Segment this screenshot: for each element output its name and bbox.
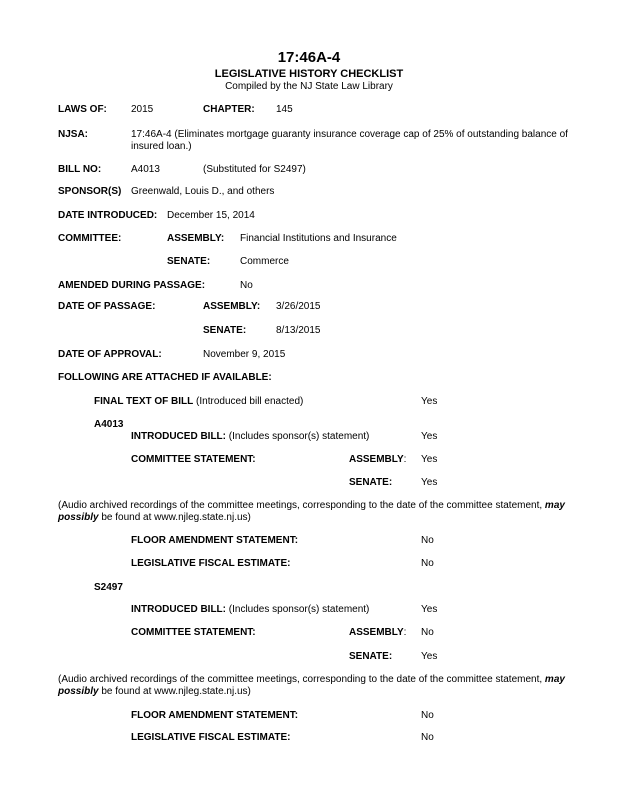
approval-label: DATE OF APPROVAL: — [58, 349, 162, 360]
amended-value: No — [240, 280, 253, 291]
njsa-value: 17:46A-4 (Eliminates mortgage guaranty insurance coverage cap of 25% of outstanding balance of insured loan.) — [131, 129, 568, 152]
committee-assembly-label: ASSEMBLY: — [167, 233, 225, 244]
s2497-senate-label: SENATE: — [349, 651, 393, 662]
date-introduced-label: DATE INTRODUCED: — [58, 210, 158, 221]
s2497-assembly-value: No — [421, 627, 434, 638]
attached-heading: FOLLOWING ARE ATTACHED IF AVAILABLE: — [58, 372, 272, 383]
passage-senate-label: SENATE: — [203, 325, 247, 336]
page-subtitle: LEGISLATIVE HISTORY CHECKLIST — [214, 68, 404, 80]
a4013-committee-statement-label: COMMITTEE STATEMENT: — [131, 454, 256, 465]
committee-senate-label: SENATE: — [167, 256, 211, 267]
a4013-assembly-label: ASSEMBLY: — [349, 454, 407, 465]
sponsor-label: SPONSOR(S) — [58, 186, 122, 197]
a4013-fiscal-value: No — [421, 558, 434, 569]
bill-no-value: A4013 — [131, 164, 160, 175]
committee-senate-value: Commerce — [240, 256, 289, 267]
sponsor-value: Greenwald, Louis D., and others — [131, 186, 275, 197]
final-text-value: Yes — [421, 396, 438, 407]
compiled-by: Compiled by the NJ State Law Library — [225, 81, 393, 92]
s2497-assembly-label: ASSEMBLY: — [349, 627, 407, 638]
date-introduced-value: December 15, 2014 — [167, 210, 255, 221]
s2497-committee-statement-label: COMMITTEE STATEMENT: — [131, 627, 256, 638]
a4013-introduced-desc: (Includes sponsor(s) statement) — [226, 431, 370, 442]
a4013-senate-value: Yes — [421, 477, 438, 488]
s2497-fiscal-label: LEGISLATIVE FISCAL ESTIMATE: — [131, 732, 291, 743]
laws-of-value: 2015 — [131, 104, 154, 115]
s2497-floor-value: No — [421, 710, 434, 721]
bill-substituted: (Substituted for S2497) — [203, 164, 306, 175]
s2497-senate-value: Yes — [421, 651, 438, 662]
njsa-label: NJSA: — [58, 129, 89, 140]
a4013-assembly-value: Yes — [421, 454, 438, 465]
committee-label: COMMITTEE: — [58, 233, 122, 244]
a4013-introduced-label: INTRODUCED BILL: — [131, 431, 226, 442]
committee-assembly-value: Financial Institutions and Insurance — [240, 233, 397, 244]
bill-s2497-heading: S2497 — [94, 582, 123, 593]
bill-no-label: BILL NO: — [58, 164, 102, 175]
s2497-audio-note: (Audio archived recordings of the committee meetings, corresponding to the date of the committee statement, may possibly be found at www.njleg.state.nj.us) — [58, 674, 565, 697]
approval-value: November 9, 2015 — [203, 349, 286, 360]
passage-assembly-value: 3/26/2015 — [276, 301, 321, 312]
laws-of-label: LAWS OF: — [58, 104, 107, 115]
a4013-senate-label: SENATE: — [349, 477, 393, 488]
s2497-fiscal-value: No — [421, 732, 434, 743]
chapter-value: 145 — [276, 104, 293, 115]
s2497-introduced-row — [131, 604, 369, 616]
final-text-desc: (Introduced bill enacted) — [193, 396, 304, 407]
passage-label: DATE OF PASSAGE: — [58, 301, 156, 312]
s2497-floor-label: FLOOR AMENDMENT STATEMENT: — [131, 710, 299, 721]
chapter-label: CHAPTER: — [203, 104, 255, 115]
final-text-row — [94, 396, 303, 408]
a4013-floor-label: FLOOR AMENDMENT STATEMENT: — [131, 535, 299, 546]
s2497-introduced-value: Yes — [421, 604, 438, 615]
a4013-introduced-value: Yes — [421, 431, 438, 442]
a4013-floor-value: No — [421, 535, 434, 546]
page-title: 17:46A-4 — [277, 49, 341, 66]
passage-senate-value: 8/13/2015 — [276, 325, 321, 336]
passage-assembly-label: ASSEMBLY: — [203, 301, 261, 312]
a4013-fiscal-label: LEGISLATIVE FISCAL ESTIMATE: — [131, 558, 291, 569]
a4013-introduced-row — [131, 431, 369, 443]
final-text-label: FINAL TEXT OF BILL — [94, 396, 194, 407]
s2497-introduced-desc: (Includes sponsor(s) statement) — [226, 604, 370, 615]
bill-a4013-heading: A4013 — [94, 419, 124, 430]
amended-label: AMENDED DURING PASSAGE: — [58, 280, 206, 291]
a4013-audio-note: (Audio archived recordings of the committee meetings, corresponding to the date of the committee statement, may possibly be found at www.njleg.state.nj.us) — [58, 500, 565, 523]
s2497-introduced-label: INTRODUCED BILL: — [131, 604, 226, 615]
